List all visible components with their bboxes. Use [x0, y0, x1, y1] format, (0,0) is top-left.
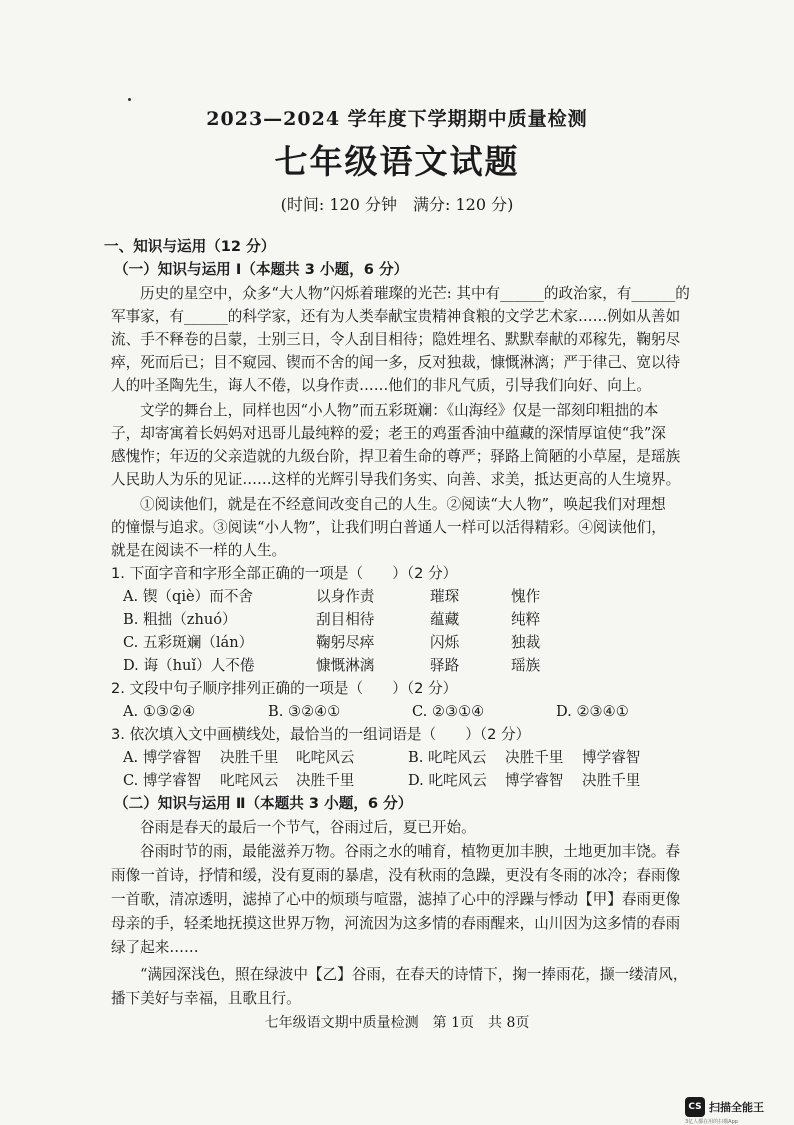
- q3-option-d-word: D. 叱咤风云: [408, 772, 487, 789]
- scanner-watermark: [685, 1097, 764, 1117]
- q3-option-d-word: 决胜千里: [582, 772, 641, 789]
- q3-option-b-word: 博学睿智: [582, 749, 641, 766]
- q1-option-b-word: 蕴藏: [430, 611, 460, 628]
- q1-option-b-word: 纯粹: [511, 611, 541, 628]
- q2-option-c: C. ②③①④: [412, 703, 485, 720]
- q2-option-b: B. ③②④①: [268, 703, 341, 720]
- passage-line: 谷雨时节的雨，最能滋养万物。谷雨之水的哺育，植物更加丰腴，土地更加丰饶。春: [140, 843, 680, 860]
- q1-option-a-word: 璀琛: [430, 588, 460, 605]
- passage-line: 谷雨是春天的最后一个节气，谷雨过后，夏已开始。: [140, 819, 476, 836]
- subsection-1-title: （一）知识与运用 Ⅰ（本题共 3 小题，6 分）: [114, 261, 409, 278]
- exam-info: (时间: 120 分钟 满分: 120 分): [280, 195, 514, 214]
- watermark-subtext: 3亿人都在用的扫描App: [685, 1119, 738, 1125]
- camscanner-logo-icon: CS: [685, 1097, 705, 1117]
- passage-line: 文学的舞台上，同样也因“小人物”而五彩斑斓：《山海经》仅是一部刻印粗拙的本: [140, 402, 659, 419]
- passage-line: 历史的星空中，众多“大人物”闪烁着璀璨的光芒: 其中有______的政治家，有______的: [140, 285, 690, 302]
- q3-option-c-word: C. 博学睿智: [123, 772, 202, 789]
- passage-line: 的憧憬与追求。③阅读“小人物”，让我们明白普通人一样可以活得精彩。④阅读他们，: [111, 519, 666, 536]
- passage-line: 播下美好与幸福，且歌且行。: [111, 990, 301, 1007]
- page-footer: 七年级语文期中质量检测 第 1页 共 8页: [264, 1015, 530, 1031]
- exam-title: 七年级语文试题: [274, 142, 520, 181]
- q1-option-b-word: B. 粗拙（zhuó）: [123, 611, 237, 628]
- passage-line: 感愧怍；年迈的父亲造就的九级台阶，捍卫着生命的尊严；驿路上简陋的小草屋，是瑶族: [111, 448, 681, 465]
- q1-option-d-word: 瑶族: [511, 657, 541, 674]
- passage-line: 一首歌，清凉透明，滤掉了心中的烦琐与喧嚣，滤掉了心中的浮躁与悸动【甲】春雨更像: [111, 891, 681, 908]
- passage-line: 雨像一首诗，抒情和缓，没有夏雨的暴虐，没有秋雨的急躁，更没有冬雨的冰冷；春雨像: [111, 867, 681, 884]
- q1-option-c-word: 鞠躬尽瘁: [316, 634, 375, 651]
- passage-line: 流、手不释卷的吕蒙，士别三日，令人刮目相待；隐姓埋名、默默奉献的邓稼先，鞠躬尽: [111, 331, 681, 348]
- passage-line: 就是在阅读不一样的人生。: [111, 542, 287, 559]
- q1-option-a-word: 以身作责: [316, 588, 375, 605]
- q3-option-b-word: B. 叱咤风云: [408, 749, 487, 766]
- q1-option-d-word: D. 诲（huǐ）人不倦: [123, 657, 255, 674]
- q3-option-a-word: 叱咤风云: [296, 749, 355, 766]
- q1-option-c-word: C. 五彩斑斓（lán）: [123, 634, 254, 651]
- passage-line: 瘁，死而后已；目不窥园、锲而不舍的闻一多，反对独裁，慷慨淋漓；严于律己、宽以待: [111, 354, 681, 371]
- question-2-stem: 2. 文段中句子顺序排列正确的一项是（ ）（2 分）: [111, 680, 458, 697]
- q3-option-a-word: A. 博学睿智: [123, 749, 202, 766]
- passage-line: 子，却寄寓着长妈妈对迅哥儿最纯粹的爱；老王的鸡蛋香油中蕴藏的深情厚谊使“我”深: [111, 425, 666, 442]
- passage-line: 人的叶圣陶先生，诲人不倦，以身作责……他们的非凡气质，引导我们向好、向上。: [111, 377, 651, 394]
- q1-option-a-word: A. 锲（qiè）而不舍: [123, 588, 254, 605]
- passage-line: 军事家，有______的科学家，还有为人类奉献宝贵精神食粮的文学艺术家……例如从善如: [111, 308, 681, 325]
- passage-line: 人民助人为乐的见证……这样的光辉引导我们务实、向善、求美，抵达更高的人生境界。: [111, 471, 681, 488]
- speck: [128, 98, 131, 101]
- q2-option-d: D. ②③④①: [556, 703, 629, 720]
- q1-option-c-word: 闪烁: [430, 634, 460, 651]
- passage-line: ①阅读他们，就是在不经意间改变自己的人生。②阅读“大人物”，唤起我们对理想: [140, 496, 666, 513]
- q1-option-b-word: 刮目相待: [316, 611, 375, 628]
- q3-option-b-word: 决胜千里: [505, 749, 564, 766]
- passage-line: 绿了起来……: [111, 939, 199, 956]
- q1-option-d-word: 慷慨淋漓: [316, 657, 375, 674]
- watermark-name: 扫描全能王: [709, 1101, 764, 1114]
- q1-option-c-word: 独裁: [511, 634, 541, 651]
- question-3-stem: 3. 依次填入文中画横线处，最恰当的一组词语是（ ）（2 分）: [111, 726, 531, 743]
- q1-option-d-word: 驿路: [430, 657, 460, 674]
- q3-option-a-word: 决胜千里: [220, 749, 279, 766]
- exam-header: 2023—2024 学年度下学期期中质量检测: [206, 108, 588, 130]
- passage-line: “满园深浅色，照在绿波中【乙】谷雨，在春天的诗情下，掬一捧雨花，撷一缕清风，: [140, 966, 688, 983]
- passage-line: 母亲的手，轻柔地抚摸这世界万物，河流因为这多情的春雨醒来，山川因为这多情的春雨: [111, 915, 681, 932]
- question-1-stem: 1. 下面字音和字形全部正确的一项是（ ）（2 分）: [111, 565, 458, 582]
- subsection-2-title: （二）知识与运用 Ⅱ（本题共 3 小题，6 分）: [114, 795, 413, 812]
- q3-option-c-word: 叱咤风云: [220, 772, 279, 789]
- q3-option-d-word: 博学睿智: [505, 772, 564, 789]
- q2-option-a: A. ①③②④: [123, 703, 196, 720]
- section-1-title: 一、知识与运用（12 分）: [104, 238, 276, 255]
- q3-option-c-word: 决胜千里: [296, 772, 355, 789]
- q1-option-a-word: 愧作: [511, 588, 541, 605]
